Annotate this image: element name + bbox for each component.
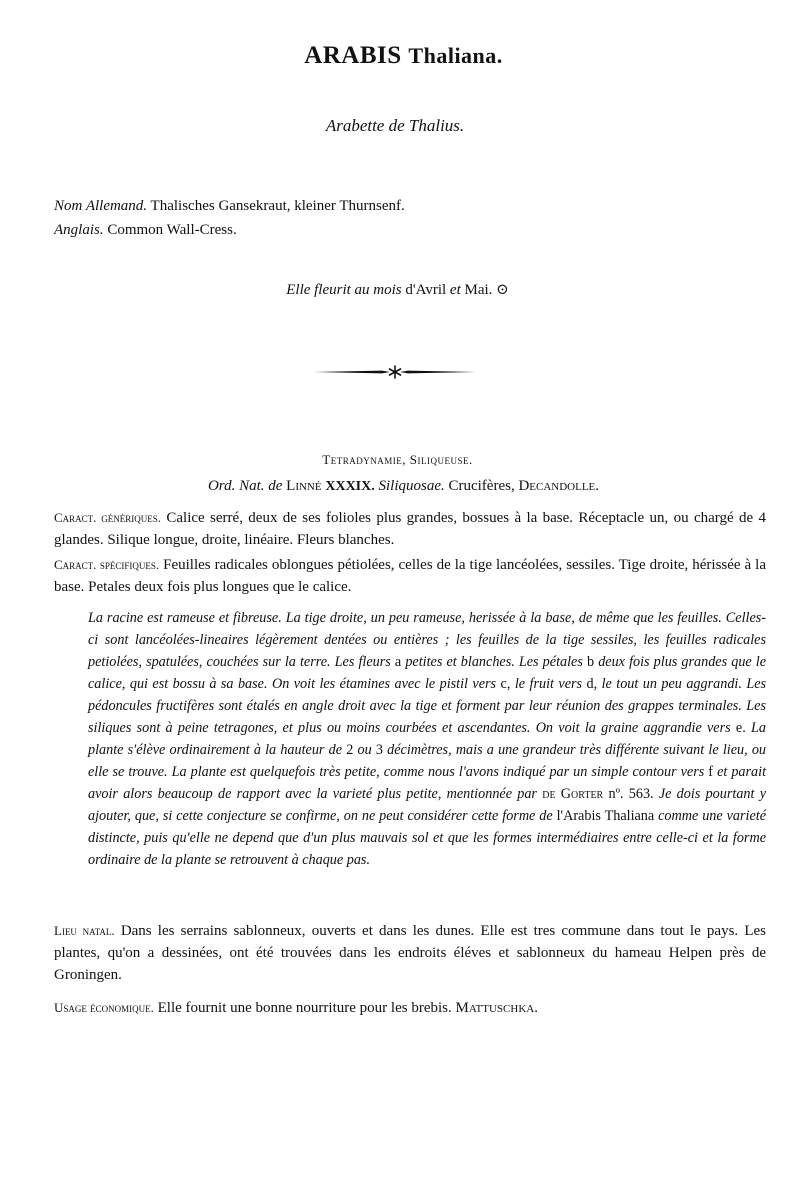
- figure-letter-e: e.: [735, 720, 746, 736]
- desc-text-3: deux fois plus grandes que le calice, qui est bossu à sa base. On voit les étamines avec le pistil vers: [88, 654, 767, 692]
- figure-letter-a: a: [394, 654, 402, 670]
- generic-text: Calice serré, deux de ses folioles plus grandes, bossues à la base. Réceptacle un, ou chargé de 4 glandes. Silique longue, droite, linéaire. Fleurs blanches.: [54, 510, 767, 548]
- natural-order-line: [0, 478, 807, 495]
- flowering-line: [0, 280, 795, 299]
- common-name: Arabette de Thalius.: [325, 116, 465, 135]
- desc-text-10: et parait avoir alors beaucoup de rapport avec la varieté plus petite, mentionnée par: [88, 764, 767, 802]
- height-max: 3: [375, 742, 383, 758]
- usage-label: Usage économique.: [54, 1000, 154, 1015]
- flowering-month-1: d'Avril: [405, 282, 447, 298]
- habitat-label: Lieu natal.: [54, 923, 115, 938]
- specific-label: Caract. spécifiques.: [54, 557, 160, 572]
- german-label: Nom Allemand.: [54, 198, 148, 214]
- annual-symbol: ⊙: [496, 282, 509, 298]
- usage-text: Elle fournit une bonne nourriture pour les brebis.: [157, 1000, 452, 1016]
- figure-letter-f: f: [708, 764, 714, 780]
- usage-section: [54, 997, 766, 1019]
- genus-name: ARABIS: [304, 42, 402, 69]
- generic-characters: [54, 507, 766, 551]
- ord-number: XXXIX.: [325, 479, 375, 494]
- english-label: Anglais.: [54, 222, 104, 238]
- german-name-row: [54, 194, 405, 218]
- desc-text-12: comme une varieté distincte, puis qu'elle ne depend que d'un plus mauvais sol et que les formes intermédiaires entre celle-ci et la forme ordinaire de la plante se retrouvent à chaque pas.: [88, 808, 767, 868]
- ord-author: Linné: [286, 478, 322, 494]
- height-min: 2: [346, 742, 354, 758]
- specific-text: Feuilles radicales oblongues pétiolées, celles de la tige lancéolées, sessiles. Tige droite, hérissée à la base. Petales deux fois plus longues que le calice.: [54, 557, 766, 595]
- classification-line: Tetradynamie, Siliqueuse.: [322, 452, 473, 467]
- habitat-section: [54, 920, 766, 986]
- desc-text-7: ou: [357, 742, 372, 758]
- ord-prefix: Ord. Nat. de: [207, 478, 283, 494]
- reference-number: nº. 563.: [608, 786, 654, 802]
- page-title: [0, 42, 807, 70]
- ornament-divider-icon: [314, 362, 476, 382]
- flowering-conj: et: [449, 282, 461, 298]
- ord-name: Siliquosae.: [378, 478, 445, 494]
- desc-text-2: petites et blanches. Les pétales: [405, 654, 583, 670]
- flowering-month-2: Mai.: [464, 282, 493, 298]
- species-reference: l'Arabis Thaliana: [556, 808, 655, 824]
- flowering-prefix: Elle fleurit au mois: [286, 282, 402, 298]
- figure-letter-d: d,: [586, 676, 598, 692]
- specific-characters: [54, 554, 766, 598]
- generic-label: Caract. génériques.: [54, 510, 162, 525]
- desc-text-5: le tout un peu aggrandi. Les pédoncules fructifères sont étalés en angle droit avec la tige et forment par leur réunion des grappes terminales. Les siliques sont à peine tetragones, et plus ou moins courbées et ascendantes. On voit la graine aggrandie vers: [88, 676, 767, 736]
- desc-text-11: Je dois pourtant y ajouter, que, si cette conjecture se confirme, on ne peut considérer cette forme de: [88, 786, 766, 824]
- species-name: Thaliana.: [408, 43, 503, 68]
- description-paragraph: [88, 607, 766, 871]
- family-name: Crucifères,: [448, 478, 515, 494]
- figure-letter-b: b: [586, 654, 595, 670]
- english-value: Common Wall-Cress.: [107, 222, 237, 238]
- habitat-text: Dans les serrains sablonneux, ouverts et dans les dunes. Elle est tres commune dans tout le pays. Les plantes, qu'on a dessinées, ont été trouvées dans les endroits éléves et sablonneux du hameau Helpen près de Groningen.: [54, 923, 766, 983]
- german-value: Thalisches Gansekraut, kleiner Thurnsenf.: [150, 198, 405, 214]
- desc-text-8: décimètres, mais a une grandeur très différente suivant le lieu, ou elle se trouve.: [88, 742, 767, 780]
- family-author: Decandolle.: [518, 478, 600, 494]
- author-gorter: de Gorter: [542, 786, 604, 802]
- vernacular-names: [54, 194, 405, 242]
- usage-author: Mattuschka.: [455, 1000, 538, 1016]
- desc-text-4: le fruit vers: [514, 676, 583, 692]
- desc-text-9: La plante est quelquefois très petite, comme nous l'avons indiqué par un simple contour vers: [171, 764, 705, 780]
- desc-text-6: La plante s'élève ordinairement à la hauteur de: [88, 720, 767, 758]
- english-name-row: [54, 218, 405, 242]
- figure-letter-c: c,: [500, 676, 511, 692]
- desc-text-1: La racine est rameuse et fibreuse. La tige droite, un peu rameuse, herissée à la base, de même que les feuilles. Celles-ci sont lancéolées-lineaires légèrement dentées ou entières ; les feuilles de la tige sessiles, les feuilles radicales petiolées, spatulées, couchées sur la terre. Les fleurs: [88, 610, 766, 670]
